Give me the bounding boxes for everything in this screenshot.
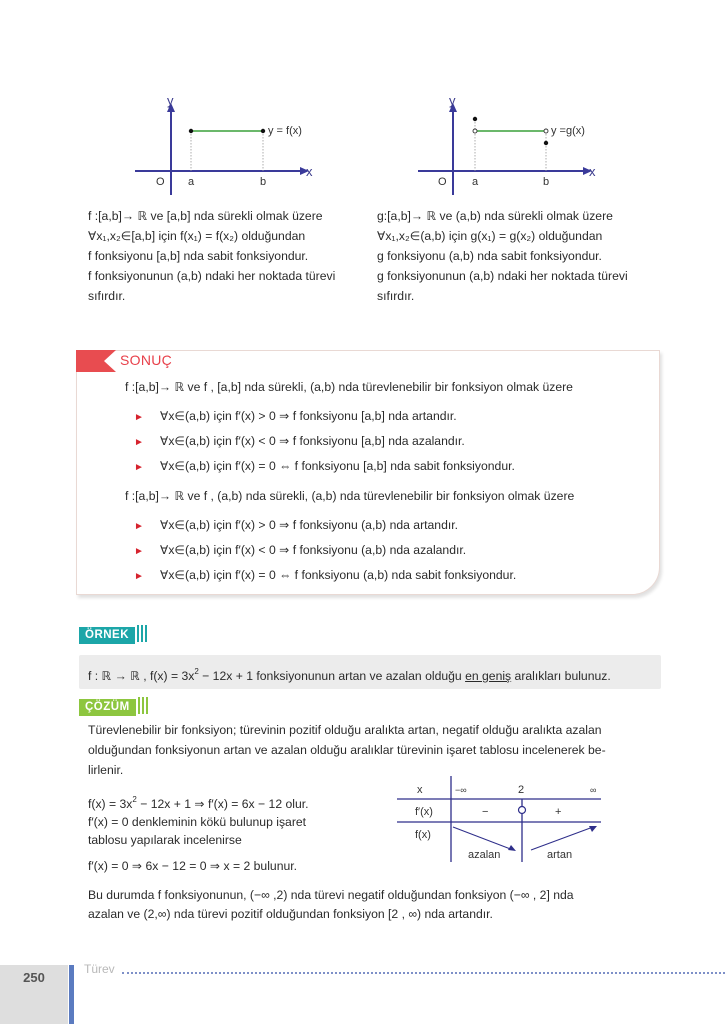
sonuc-item-text: ∀x∈(a,b) için f′(x) < 0 ⇒ f fonksiyonu [a,b] nda azalandır.: [160, 434, 465, 448]
sonuc-item-text: ∀x∈(a,b) için f′(x) > 0 ⇒ f fonksiyonu (a,b) nda artandır.: [160, 518, 459, 532]
sonuc-item: [134, 456, 515, 478]
graph-g-svg: [412, 95, 612, 195]
bullet-icon: ►: [134, 437, 144, 448]
sonuc-item: [134, 431, 465, 453]
question-exponent: 2: [194, 667, 199, 676]
sonuc-item: [134, 565, 516, 587]
sonuc-intro-closed: f :[a,b]→ ℝ ve f , [a,b] nda sürekli, (a,b) nda türevlenebilir bir fonksiyon olmak üzere: [125, 380, 573, 394]
x-value: −∞: [455, 785, 467, 795]
right-line: g:[a,b]→ ℝ ve (a,b) nda sürekli olmak üzere: [377, 209, 613, 223]
bullet-icon: ►: [134, 546, 144, 557]
step-exponent: 2: [132, 795, 137, 804]
right-explanation: [377, 206, 628, 306]
root-marker: [519, 807, 526, 814]
conclusion: [88, 886, 574, 924]
sonuc-item-text: ∀x∈(a,b) için f′(x) > 0 ⇒ f fonksiyonu [a,b] nda artandır.: [160, 409, 457, 423]
point-at-b: [544, 141, 548, 145]
open-endpoint-a: [473, 129, 477, 133]
y-axis-label: y: [167, 95, 174, 108]
step-part: f(x) = 3x: [88, 797, 133, 811]
y-axis-label: y: [449, 95, 456, 108]
sign-negative: −: [482, 806, 489, 818]
cozum-step-solve: f′(x) = 0 ⇒ 6x − 12 = 0 ⇒ x = 2 bulunur.: [88, 859, 298, 873]
ornek-label: [79, 625, 147, 647]
x-value: 2: [518, 784, 525, 796]
paragraph-line: Türevlenebilir bir fonksiyon; türevinin pozitif olduğu aralıkta artan, negatif olduğu aralıkta azalan: [88, 723, 602, 737]
row-label-x: x: [417, 784, 423, 796]
right-line: g fonksiyonunun (a,b) ndaki her noktada türevi: [377, 269, 628, 283]
bullet-icon: ►: [134, 571, 144, 582]
behavior-label: artan: [547, 849, 573, 861]
question-part: f : ℝ → ℝ , f(x) = 3x: [88, 669, 195, 683]
footer-accent-bar: [69, 965, 74, 1024]
increasing-arrow: [531, 827, 593, 850]
chapter-title: Türev: [84, 962, 115, 976]
a-label: a: [472, 176, 479, 188]
decreasing-arrow: [453, 827, 513, 850]
cozum-paragraph: [88, 720, 606, 780]
cozum-tag: ÇÖZÜM: [79, 699, 136, 716]
right-line: ∀x₁,x₂∈(a,b) için g(x₁) = g(x₂) olduğundan: [377, 229, 603, 243]
point-at-a: [473, 117, 477, 121]
conclusion-line: Bu durumda f fonksiyonunun, (−∞ ,2) nda türevi negatif olduğundan fonksiyon (−∞ , 2] nda: [88, 888, 574, 902]
curve-label: y =g(x): [551, 125, 585, 137]
x-axis-label: x: [589, 164, 596, 179]
question-part: aralıkları bulunuz.: [511, 669, 611, 683]
endpoint-a: [189, 129, 193, 133]
cozum-step-table: tablosu yapılarak incelenirse: [88, 833, 242, 847]
sonuc-item: [134, 406, 457, 428]
a-label: a: [188, 176, 195, 188]
cozum-label: [79, 697, 148, 719]
row-label-f: f(x): [415, 829, 431, 841]
x-axis-label: x: [306, 164, 313, 179]
left-line: f fonksiyonunun (a,b) ndaki her noktada türevi: [88, 269, 336, 283]
right-line: sıfırdır.: [377, 289, 415, 303]
question-text: [88, 662, 611, 686]
left-line: ∀x₁,x₂∈[a,b] için f(x₁) = f(x₂) olduğundan: [88, 229, 306, 243]
sonuc-item-text: ∀x∈(a,b) için f′(x) < 0 ⇒ f fonksiyonu (a,b) nda azalandır.: [160, 543, 467, 557]
sonuc-item-text: ∀x∈(a,b) için f′(x) = 0 ⇔ f fonksiyonu (a,b) nda sabit fonksiyondur.: [160, 568, 517, 582]
left-line: f fonksiyonu [a,b] nda sabit fonksiyondur.: [88, 249, 309, 263]
left-line: f :[a,b]→ ℝ ve [a,b] nda sürekli olmak üzere: [88, 209, 323, 223]
cozum-bars-icon: [136, 697, 148, 719]
step-part: − 12x + 1 ⇒ f′(x) = 6x − 12 olur.: [136, 797, 309, 811]
sonuc-item-text: ∀x∈(a,b) için f′(x) = 0 ⇔ f fonksiyonu [a,b] nda sabit fonksiyondur.: [160, 459, 515, 473]
graph-g-constant: [412, 95, 612, 195]
left-explanation: [88, 206, 335, 306]
origin-label: O: [156, 176, 165, 188]
graph-f-svg: [125, 95, 325, 195]
behavior-label: azalan: [468, 849, 501, 861]
bullet-icon: ►: [134, 521, 144, 532]
ornek-bars-icon: [135, 625, 147, 647]
left-line: sıfırdır.: [88, 289, 126, 303]
ornek-tag: ÖRNEK: [79, 627, 135, 644]
sign-table: [395, 776, 605, 873]
cozum-step-derivative: [88, 790, 309, 814]
graph-f-constant: [125, 95, 325, 195]
bullet-icon: ►: [134, 462, 144, 473]
question-emphasis: en geniş: [465, 669, 512, 683]
open-endpoint-b: [544, 129, 548, 133]
b-label: b: [543, 176, 550, 188]
paragraph-line: olduğundan fonksiyonun artan ve azalan olduğu aralıklar türevinin işaret tablosu incelenerek be-: [88, 743, 606, 757]
origin-label: O: [438, 176, 447, 188]
sonuc-title: SONUÇ: [120, 352, 173, 368]
increasing-arrowhead-icon: [589, 826, 597, 832]
footer-dotted-rule: [122, 972, 725, 974]
b-label: b: [260, 176, 267, 188]
conclusion-line: azalan ve (2,∞) nda türevi pozitif olduğundan fonksiyon [2 , ∞) nda artandır.: [88, 907, 493, 921]
x-value: ∞: [590, 785, 597, 795]
row-label-fprime: f′(x): [415, 806, 433, 818]
endpoint-b: [261, 129, 265, 133]
curve-label: y = f(x): [268, 125, 302, 137]
cozum-step-root: f′(x) = 0 denkleminin kökü bulunup işaret: [88, 815, 307, 829]
sign-table-svg: [395, 776, 605, 868]
bullet-icon: ►: [134, 412, 144, 423]
sign-positive: +: [555, 806, 562, 818]
page-number: 250: [23, 970, 45, 985]
right-line: g fonksiyonu (a,b) nda sabit fonksiyondur.: [377, 249, 602, 263]
sonuc-intro-open: f :[a,b]→ ℝ ve f , (a,b) nda sürekli, (a,b) nda türevlenebilir bir fonksiyon olmak üzere: [125, 489, 575, 503]
decreasing-arrowhead-icon: [508, 845, 516, 851]
sonuc-item: [134, 515, 458, 537]
sonuc-item: [134, 540, 466, 562]
question-part: − 12x + 1 fonksiyonunun artan ve azalan olduğu: [198, 669, 466, 683]
paragraph-line: lirlenir.: [88, 763, 124, 777]
